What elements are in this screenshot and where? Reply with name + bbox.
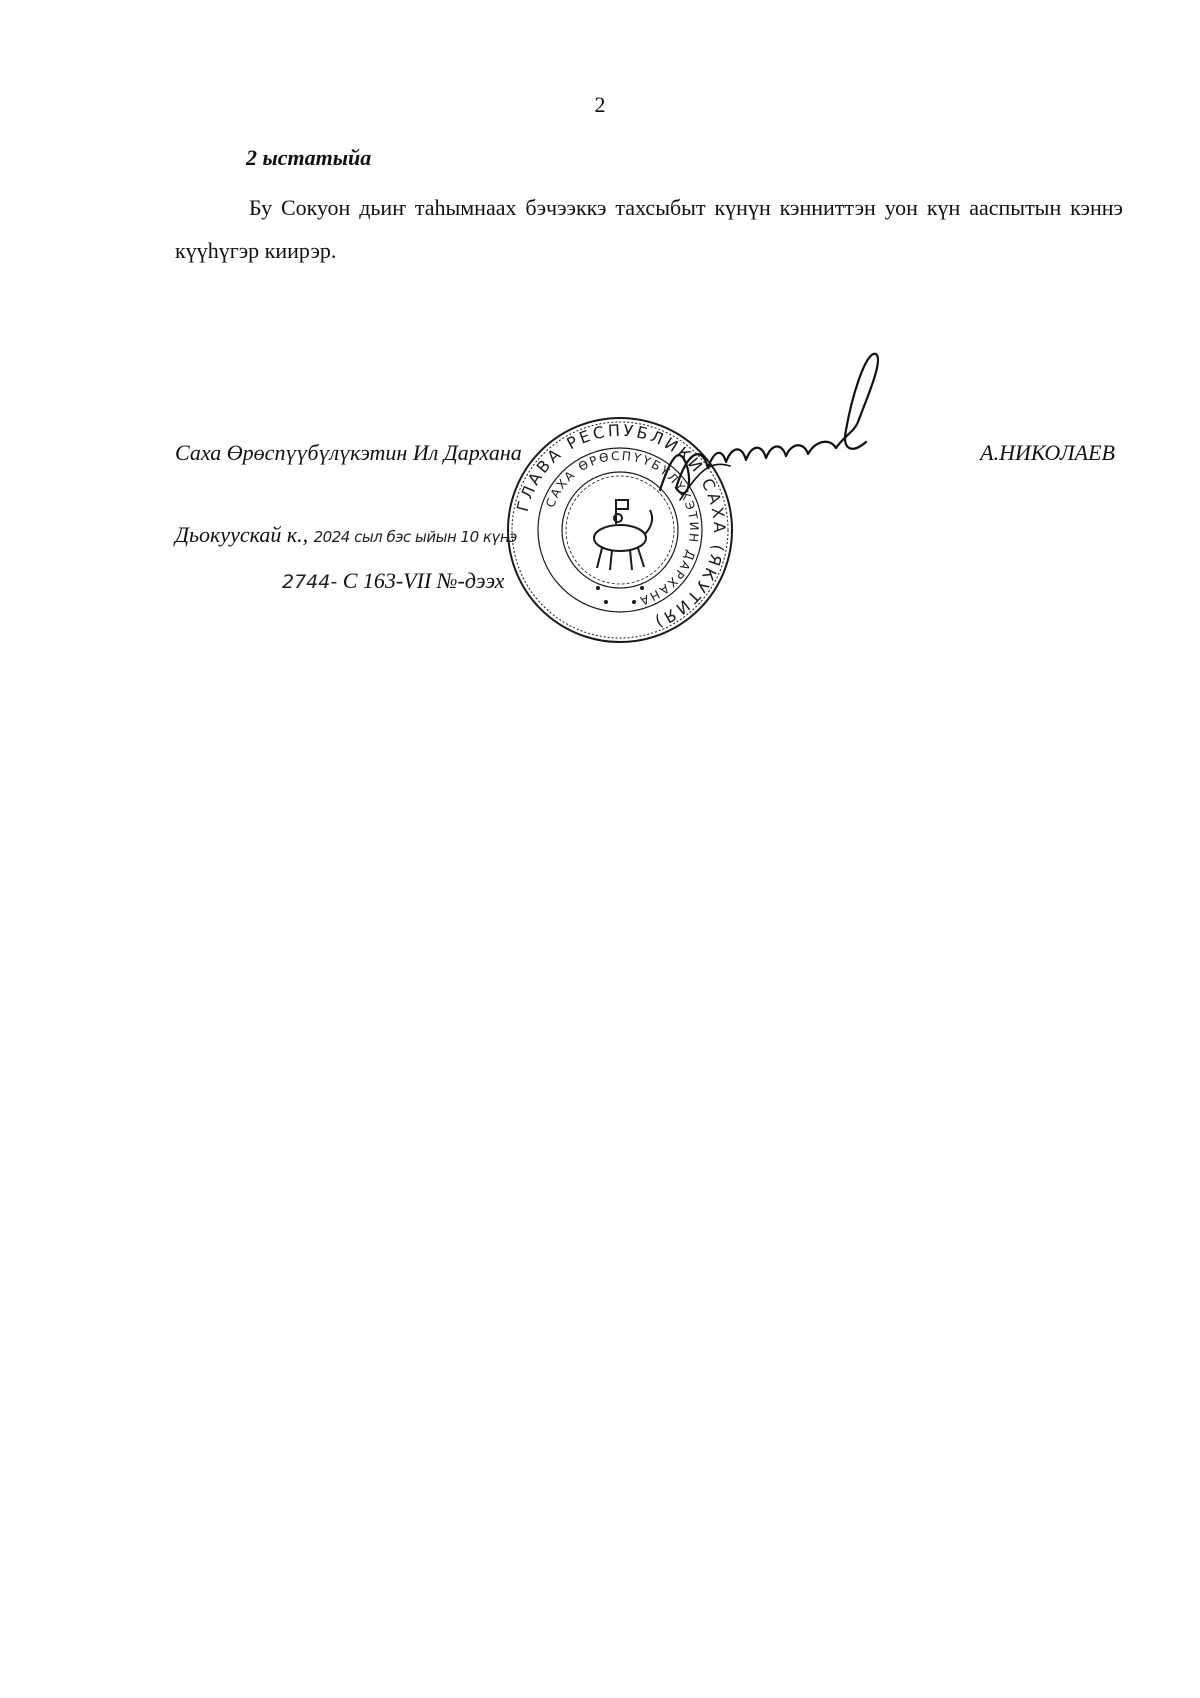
place-date-line	[175, 522, 517, 548]
signer-position: Саха Өрөспүүбүлүкэтин Ил Дархана	[175, 440, 522, 465]
handwritten-date: 2024 сыл бэс ыйын 10 күнэ	[313, 528, 517, 546]
signature-icon	[640, 350, 940, 530]
place-label: Дьокуускай к.,	[175, 522, 309, 547]
handwritten-number: 2744-	[282, 571, 338, 593]
page-number: 2	[594, 92, 606, 117]
svg-text:САХА ӨРӨСПҮҮБҮЛҮКЭТИН ДАРХАНА: САХА ӨРӨСПҮҮБҮЛҮКЭТИН ДАРХАНА	[543, 448, 702, 609]
law-number-line	[282, 568, 504, 594]
law-number-suffix: С 163-VII №-дээх	[342, 568, 505, 593]
article-body: Бу Сокуон дьиҥ таһымнаах бэчээккэ тахсыбыт күнүн кэнниттэн уон күн ааспытын кэннэ күүһүгэр киирэр.	[175, 195, 1123, 263]
article-heading: 2 ыстатыйа	[246, 145, 372, 170]
signer-name: А.НИКОЛАЕВ	[980, 440, 1115, 465]
svg-text:ГЛАВА РЕСПУБЛИКИ САХА (ЯКУТИЯ): ГЛАВА РЕСПУБЛИКИ САХА (ЯКУТИЯ)	[512, 420, 730, 633]
